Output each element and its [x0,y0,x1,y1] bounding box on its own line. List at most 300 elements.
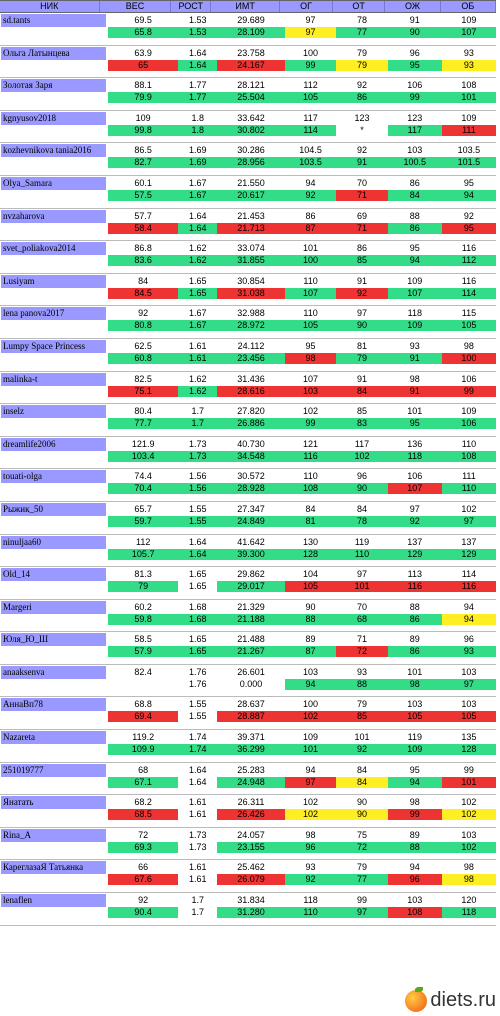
value-cell: 28.887 [217,711,285,722]
value-cell: 1.61 [189,874,207,885]
value-cell: 121.9 [131,438,155,449]
value-cell: 99 [388,809,442,820]
value-cell: 107 [442,27,496,38]
value-cell: 1.74 [178,744,217,755]
value-cell: 68.8 [134,699,152,710]
value-cell: 101 [442,777,496,788]
nick-cell: touati-olga [1,470,106,483]
value-cell: 1.77 [178,92,217,103]
value-cell: 102 [442,842,496,853]
value-cell: 1.65 [189,581,207,592]
value-cell: 99 [285,418,336,429]
value-cell: 111 [442,125,496,136]
value-cell: 96 [356,471,367,482]
before-measurements [108,602,496,613]
value-cell: 21.329 [237,601,265,612]
table-row [0,241,496,274]
value-cell: 106 [461,373,477,384]
value-cell: 1.62 [178,255,217,266]
value-cell: 85 [356,406,367,417]
after-measurements [108,907,496,918]
value-cell: 99 [285,60,336,71]
table-row [0,502,496,535]
value-cell: 116 [461,243,477,254]
value-cell: 128 [442,744,496,755]
value-cell: 1.64 [189,536,207,547]
value-cell: 24.849 [217,516,285,527]
nick-cell: Lusiyam [1,275,106,288]
after-measurements [108,614,496,625]
nick-cell: Юля_Ю_Ш [1,633,106,646]
value-cell: 86 [409,177,420,188]
value-cell: 70 [356,177,367,188]
value-cell: 1.74 [189,732,207,743]
value-cell: 1.61 [178,353,217,364]
before-measurements [108,667,496,678]
nick-cell: АннаВп78 [1,698,106,711]
value-cell: 68 [138,764,149,775]
before-measurements [108,145,496,156]
after-measurements [108,451,496,462]
value-cell: 93 [305,862,316,873]
value-cell: 119 [407,732,422,743]
value-cell: 110 [303,471,318,482]
value-cell: 97 [336,907,387,918]
value-cell: 129 [388,549,442,560]
value-cell: 77 [336,27,387,38]
after-measurements [108,711,496,722]
value-cell: 71 [356,634,367,645]
after-measurements [108,60,496,71]
value-cell: 94 [388,255,442,266]
before-measurements [108,634,496,645]
before-measurements [108,732,496,743]
before-measurements [108,341,496,352]
value-cell: 103 [407,895,423,906]
value-cell: 104.5 [299,145,322,156]
value-cell: 28.637 [237,699,265,710]
value-cell: 21.188 [217,614,285,625]
value-cell: 79.9 [108,92,178,103]
value-cell: 118 [303,895,318,906]
value-cell: 26.079 [217,874,285,885]
value-cell: 102 [303,797,319,808]
value-cell: 81 [285,516,336,527]
table-row [0,697,496,730]
table-row [0,567,496,600]
value-cell: 59.8 [108,614,178,625]
watermark-text: diets.ru [430,989,496,1011]
value-cell: 84 [138,275,149,286]
value-cell: 1.53 [178,27,217,38]
value-cell: 75.1 [108,386,178,397]
header-bmi: ИМТ [211,1,280,12]
value-cell: 86 [336,92,387,103]
nick-cell: svet_poliakova2014 [1,242,106,255]
value-cell: 1.53 [189,15,207,25]
value-cell: 86.8 [134,243,152,254]
value-cell: 1.55 [189,711,207,722]
value-cell: 105 [285,320,336,331]
value-cell: 97 [356,569,367,580]
before-measurements [108,406,496,417]
value-cell: 69.3 [108,842,178,853]
value-cell: 74.4 [134,471,152,482]
table-row [0,535,496,568]
value-cell: 136 [407,438,423,449]
value-cell: 92 [356,145,367,156]
after-measurements [108,679,496,690]
value-cell: 90 [336,320,387,331]
nick-cell: Рыжик_50 [1,503,106,516]
value-cell: 58.5 [134,634,152,645]
value-cell: 92 [336,288,387,299]
before-measurements [108,276,496,287]
value-cell: 69.4 [108,711,178,722]
value-cell: 1.68 [189,601,207,612]
table-row [0,13,496,46]
nick-cell: lenaflen [1,894,106,907]
value-cell: * [360,124,364,135]
value-cell: 117 [354,438,370,449]
value-cell: 94 [305,764,316,775]
before-measurements [108,113,496,124]
table-row [0,860,496,893]
value-cell: 0.000 [239,678,263,689]
value-cell: 39.371 [237,732,265,743]
value-cell: 90 [336,483,387,494]
value-cell: 1.56 [189,471,207,482]
value-cell: 25.504 [217,92,285,103]
value-cell: 119.2 [132,732,155,743]
value-cell: 101 [442,92,496,103]
nick-cell: kozhevnikova tania2016 [1,144,106,157]
table-row [0,274,496,307]
value-cell: 100.5 [388,157,442,168]
value-cell: 109 [461,112,477,123]
value-cell: 108 [285,483,336,494]
value-cell: 27.347 [237,503,265,514]
value-cell: 91 [356,275,367,286]
value-cell: 123 [354,112,370,123]
table-row [0,404,496,437]
nick-cell: nvzaharova [1,210,106,223]
value-cell: 24.112 [237,340,265,351]
before-measurements [108,48,496,59]
value-cell: 101 [407,406,423,417]
value-cell: 1.64 [189,776,207,787]
value-cell: 103 [461,699,477,710]
value-cell: 102 [442,809,496,820]
value-cell: 119 [354,536,370,547]
value-cell: 58.4 [108,223,178,234]
value-cell: 110 [285,907,336,918]
value-cell: 92 [138,895,149,906]
value-cell: 86 [388,646,442,657]
table-row [0,306,496,339]
before-measurements [108,537,496,548]
value-cell: 1.8 [178,125,217,136]
value-cell: 26.886 [217,418,285,429]
value-cell: 91 [409,15,420,25]
value-cell: 106 [407,80,423,91]
value-cell: 137 [461,536,477,547]
value-cell: 1.69 [189,145,207,156]
value-cell: 30.286 [237,145,265,156]
value-cell: 92 [388,516,442,527]
table-row [0,372,496,405]
after-measurements [108,27,496,38]
value-cell: 109 [388,744,442,755]
value-cell: 116 [388,581,442,592]
value-cell: 129 [442,549,496,560]
before-measurements [108,699,496,710]
value-cell: 1.62 [189,243,207,254]
before-measurements [108,178,496,189]
value-cell: 100 [303,699,319,710]
value-cell: 96 [285,842,336,853]
value-cell: 105 [388,711,442,722]
value-cell: 116 [285,451,336,462]
value-cell: 79 [336,353,387,364]
header-hips: ОБ [441,1,496,12]
value-cell: 95 [388,60,442,71]
nick-cell: malinka-t [1,373,106,386]
header-chest: ОГ [280,1,333,12]
value-cell: 26.311 [237,797,265,808]
value-cell: 83 [336,418,387,429]
after-measurements [108,874,496,885]
value-cell: 84 [356,764,367,775]
value-cell: 97 [285,27,336,38]
after-measurements [108,157,496,168]
nick-cell: Olya_Samara [1,177,106,190]
value-cell: 135 [461,732,477,743]
value-cell: 94 [442,190,496,201]
value-cell: 1.77 [189,80,207,91]
value-cell: 110 [461,438,477,449]
value-cell: 29.017 [217,581,285,592]
value-cell: 92 [463,210,474,221]
value-cell: 21.550 [237,177,265,188]
value-cell: 103.4 [108,451,178,462]
value-cell: 1.64 [189,764,207,775]
value-cell: 112 [136,536,151,547]
value-cell: 72 [336,646,387,657]
value-cell: 1.61 [189,797,207,808]
table-row [0,78,496,111]
value-cell: 1.65 [189,569,207,580]
value-cell: 110 [336,549,387,560]
value-cell: 1.62 [178,386,217,397]
value-cell: 26.601 [237,666,265,677]
value-cell: 109.9 [108,744,178,755]
value-cell: 78 [336,516,387,527]
table-row [0,469,496,502]
value-cell: 70 [356,601,367,612]
value-cell: 109 [135,112,151,123]
value-cell: 1.64 [189,210,207,221]
value-cell: 102 [461,797,477,808]
value-cell: 72 [336,842,387,853]
after-measurements [108,516,496,527]
value-cell: 71 [336,223,387,234]
value-cell: 79 [108,581,178,592]
header-weight: ВЕС [100,1,172,12]
value-cell: 130 [303,536,319,547]
value-cell: 25.283 [237,764,265,775]
value-cell: 29.862 [237,569,265,580]
after-measurements [108,581,496,592]
header-waist: ОТ [333,1,386,12]
value-cell: 65.7 [134,503,152,514]
value-cell: 80.8 [108,320,178,331]
value-cell: 88 [388,842,442,853]
table-body [0,13,496,926]
value-cell: 98 [442,874,496,885]
value-cell: 84 [305,503,316,514]
value-cell: 79 [356,699,367,710]
after-measurements [108,386,496,397]
value-cell: 68.5 [108,809,178,820]
table-row [0,437,496,470]
table-header [0,0,496,13]
nick-cell: Rina_A [1,829,106,842]
value-cell: 32.988 [237,308,265,319]
value-cell: 90 [356,797,367,808]
value-cell: 68.2 [134,797,152,808]
value-cell: 21.713 [217,223,285,234]
value-cell: 94 [409,862,420,873]
value-cell: 36.299 [217,744,285,755]
value-cell: 95 [305,340,316,351]
value-cell: 1.65 [189,275,207,286]
value-cell: 106 [442,418,496,429]
value-cell: 90.4 [108,907,178,918]
apple-icon [405,990,427,1012]
value-cell: 70.4 [108,483,178,494]
value-cell: 23.456 [217,353,285,364]
value-cell: 60.8 [108,353,178,364]
after-measurements [108,190,496,201]
table-row [0,730,496,763]
value-cell: 1.55 [178,516,217,527]
value-cell: 90 [388,27,442,38]
value-cell: 90 [305,601,316,612]
header-height: РОСТ [171,1,211,12]
value-cell [108,679,178,690]
value-cell: 40.730 [237,438,265,449]
value-cell: 33.642 [237,112,265,123]
value-cell: 79 [356,47,367,58]
nick-cell: Ольга Латынцева [1,47,106,60]
value-cell: 86 [305,210,316,221]
value-cell: 105 [442,711,496,722]
value-cell: 91 [388,353,442,364]
value-cell: 31.280 [217,907,285,918]
value-cell: 30.854 [237,275,265,286]
value-cell: 111 [462,471,476,482]
value-cell: 24.167 [217,60,285,71]
value-cell: 1.67 [189,177,207,188]
value-cell: 102 [285,711,336,722]
value-cell: 82.4 [134,666,152,677]
nick-cell: anaaksenva [1,666,106,679]
value-cell: 82.5 [134,373,152,384]
value-cell: 1.61 [189,862,207,873]
value-cell: 110 [303,308,318,319]
table-row [0,46,496,79]
header-nick: НИК [0,1,100,12]
after-measurements [108,842,496,853]
value-cell: 31.038 [217,288,285,299]
value-cell: 108 [461,80,477,91]
value-cell: 96 [388,874,442,885]
value-cell: 101 [303,243,319,254]
value-cell: 88 [409,210,420,221]
value-cell: 91 [336,157,387,168]
value-cell: 65 [108,60,178,71]
value-cell: 95 [409,764,420,775]
value-cell: 109 [461,406,477,417]
nick-cell: Янатать [1,796,106,809]
value-cell: 103 [407,145,423,156]
after-measurements [108,320,496,331]
table-row [0,111,496,144]
value-cell: 99 [388,92,442,103]
value-cell: 66 [138,862,149,873]
table-row [0,176,496,209]
value-cell: 116 [442,581,496,592]
value-cell: 24.948 [217,777,285,788]
after-measurements [108,418,496,429]
value-cell: 94 [388,777,442,788]
value-cell: 69.5 [134,15,152,25]
value-cell: 34.548 [217,451,285,462]
value-cell: 95 [442,223,496,234]
value-cell: 112 [442,255,496,266]
value-cell: 102 [461,503,477,514]
nick-cell: sd.tants [1,14,106,27]
after-measurements [108,125,496,136]
value-cell: 91 [388,386,442,397]
value-cell: 94 [463,601,474,612]
value-cell: 90 [336,809,387,820]
value-cell: 97 [305,15,316,25]
value-cell: 107 [303,373,319,384]
value-cell: 98 [409,797,420,808]
value-cell: 83.6 [108,255,178,266]
header-belly: ОЖ [385,1,440,12]
value-cell: 84 [336,777,387,788]
value-cell: 98 [285,353,336,364]
after-measurements [108,223,496,234]
value-cell: 102 [336,451,387,462]
value-cell: 27.820 [237,406,265,417]
before-measurements [108,243,496,254]
value-cell: 121 [303,438,319,449]
value-cell: 85 [336,711,387,722]
value-cell: 31.855 [217,255,285,266]
after-measurements [108,744,496,755]
after-measurements [108,92,496,103]
value-cell: 95 [463,177,474,188]
value-cell: 99 [463,764,474,775]
value-cell: 95 [388,418,442,429]
value-cell: 26.426 [217,809,285,820]
value-cell: 97 [356,308,367,319]
value-cell: 97 [442,516,496,527]
